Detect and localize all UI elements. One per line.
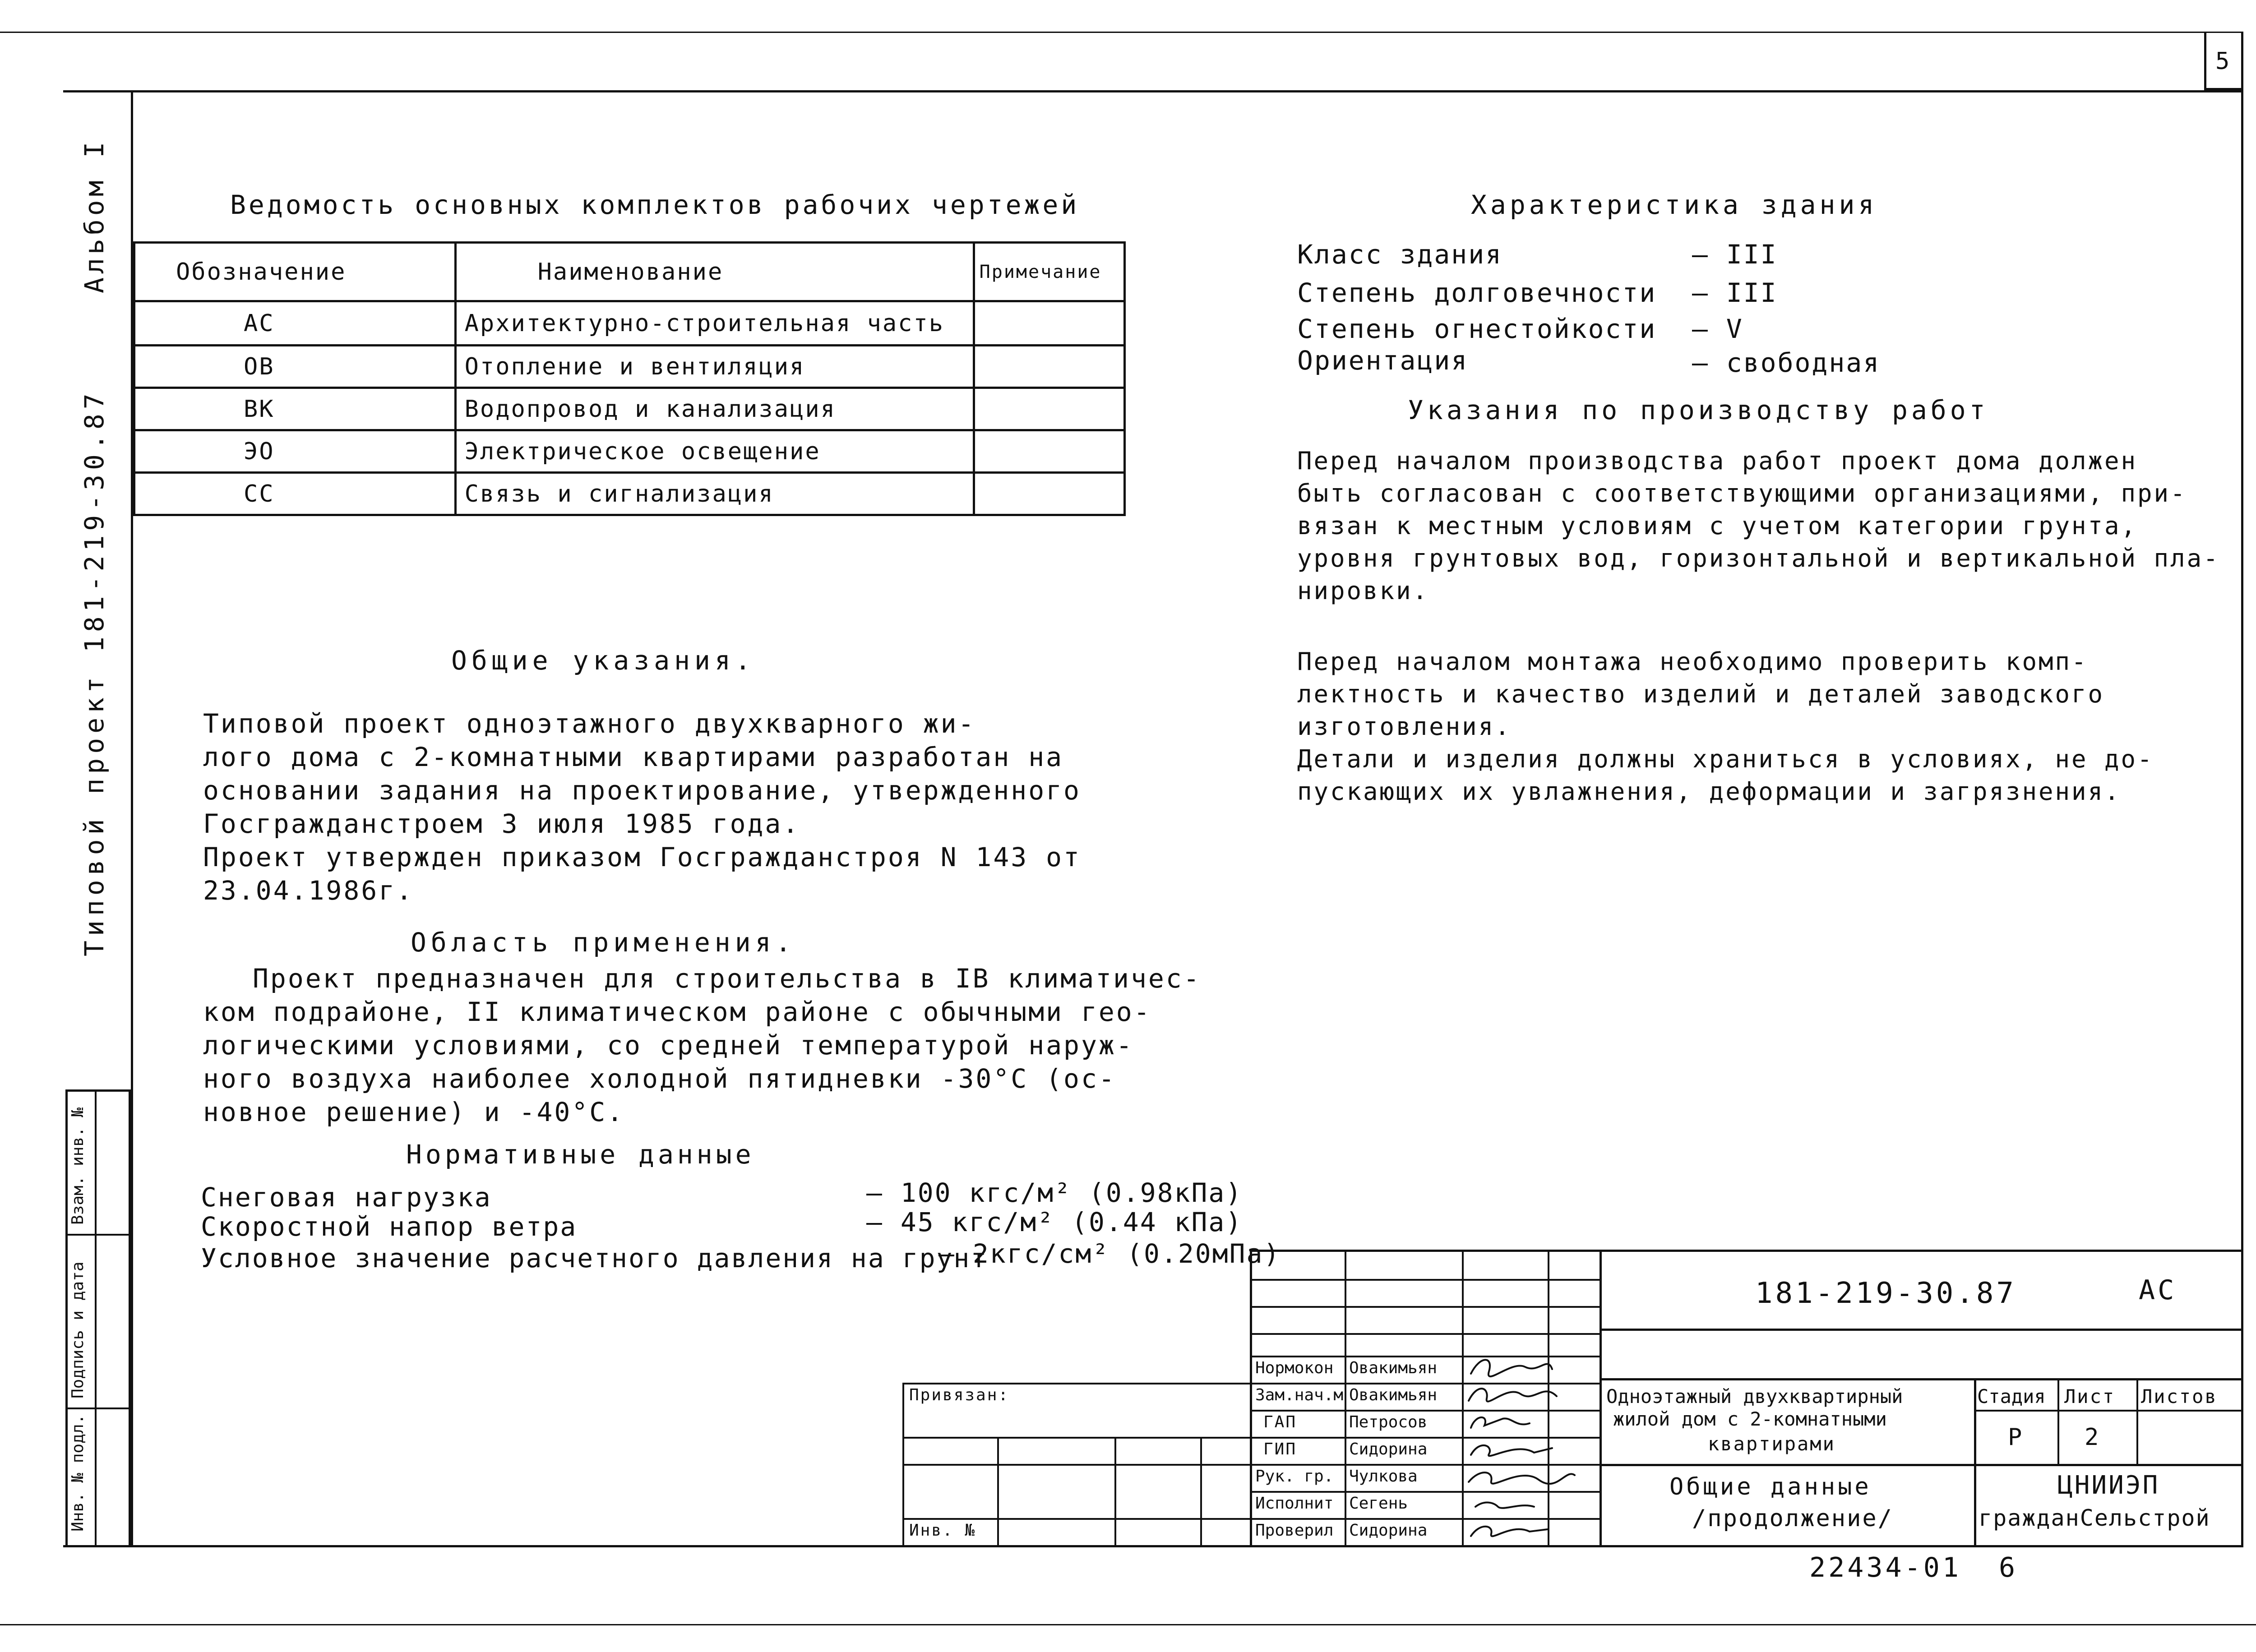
tb-right-h3 <box>1600 1464 2243 1466</box>
table-row <box>134 388 1125 430</box>
general-line: Госгражданстроем 3 июля 1985 года. <box>203 808 800 839</box>
application-line: ком подрайоне, II климатическом районе с обычными гео- <box>203 997 1151 1027</box>
row-note <box>974 388 1124 430</box>
normative-value-wind: — 45 кгс/м² (0.44 кПа) <box>866 1207 1243 1237</box>
char-label-orientation: Ориентация <box>1297 345 1469 376</box>
header-name: Наименование <box>455 243 974 301</box>
tb-privyazan-h1 <box>902 1437 1250 1439</box>
tb-grid-h2 <box>1250 1306 1600 1308</box>
char-value-durability: — III <box>1692 277 1778 308</box>
left-stamp-divider <box>95 1089 97 1547</box>
staff-role: ГАП <box>1263 1413 1297 1431</box>
tb-sheet-value: 2 <box>2085 1424 2100 1451</box>
tb-stage-value: Р <box>2008 1424 2024 1451</box>
instructions-para-1 <box>1297 447 2220 609</box>
general-line: основании задания на проектирование, утвержденного <box>203 775 1081 806</box>
staff-name: Овакимьян <box>1349 1386 1438 1404</box>
staff-name: Овакимьян <box>1349 1359 1438 1377</box>
stamp-inv-podl: Инв. № подл. <box>69 1414 87 1532</box>
row-note <box>974 473 1124 515</box>
tb-section: АС <box>2139 1274 2177 1306</box>
left-stamp-sep-2 <box>65 1234 131 1236</box>
staff-role: Рук. гр. <box>1255 1467 1334 1486</box>
general-line: лого дома с 2-комнатными квартирами разработан на <box>203 742 1064 772</box>
normative-value-soil: — 2кгс/см² (0.20мПа) <box>938 1238 1281 1269</box>
char-label-fire: Степень огнестойкости <box>1297 314 1657 344</box>
instructions-line: быть согласован с соответствующими организациями, при- <box>1297 479 2187 508</box>
general-text <box>203 708 1081 909</box>
tb-privyazan-h2 <box>902 1464 1250 1466</box>
header-designation: Обозначение <box>134 243 456 301</box>
inv-label: Инв. № <box>909 1521 976 1540</box>
album-label: Альбом I <box>79 138 110 293</box>
normative-label-wind: Скоростной напор ветра <box>201 1211 578 1242</box>
staff-name: Сегень <box>1349 1494 1408 1513</box>
char-label-class: Класс здания <box>1297 239 1503 270</box>
tb-sheets-label: Листов <box>2141 1385 2218 1407</box>
signatures <box>1462 1351 1606 1545</box>
sheet-list-table <box>133 241 1126 516</box>
instructions-line: вязан к местным условиям с учетом категории грунта, <box>1297 512 2138 540</box>
row-name: Связь и сигнализация <box>455 473 974 515</box>
tb-sheet-label: Лист <box>2064 1385 2116 1407</box>
instructions-line: нировки. <box>1297 577 1429 605</box>
tb-grid-h3 <box>1250 1333 1600 1335</box>
row-code: СС <box>134 473 456 515</box>
stamp-signature-date: Подпись и дата <box>69 1261 87 1398</box>
project-label: Типовой проект 181-219-30.87 <box>79 389 110 956</box>
row-code: ВК <box>134 388 456 430</box>
char-value-fire: — V <box>1692 314 1743 344</box>
table-row <box>134 346 1125 388</box>
tb-stage-h <box>1974 1410 2243 1412</box>
staff-name: Чулкова <box>1349 1467 1418 1486</box>
staff-role: Исполнит <box>1255 1494 1334 1513</box>
row-note <box>974 346 1124 388</box>
header-note: Примечание <box>974 243 1124 301</box>
instructions-line: изготовления. <box>1297 712 1512 741</box>
instructions-line: Детали и изделия должны храниться в условиях, не до- <box>1297 745 2154 773</box>
application-title: Область применения. <box>411 927 796 958</box>
table-row <box>134 301 1125 346</box>
tb-object-line: Одноэтажный двухквартирный <box>1606 1385 1903 1407</box>
staff-role: Зам.нач.м <box>1255 1386 1344 1404</box>
table-row <box>134 430 1125 473</box>
normative-label-soil: Условное значение расчетного давления на грунт <box>201 1243 988 1274</box>
tb-stage-v1 <box>2057 1378 2059 1464</box>
char-value-orientation: — свободная <box>1692 347 1881 378</box>
tb-privyazan-v2 <box>1114 1437 1116 1547</box>
instructions-line: пускающих их увлажнения, деформации и загрязнения. <box>1297 777 2121 806</box>
char-value-class: — III <box>1692 239 1778 270</box>
normative-title: Нормативные данные <box>406 1139 755 1170</box>
normative-label-snow: Снеговая нагрузка <box>201 1182 492 1213</box>
top-edge-line <box>0 32 2243 33</box>
tb-right-v1 <box>1974 1378 1976 1547</box>
tb-right-h1 <box>1600 1329 2243 1331</box>
application-line: Проект предназначен для строительства в IВ климатичес- <box>253 963 1201 994</box>
tb-privyazan-h3 <box>902 1518 1250 1520</box>
row-code: ЭО <box>134 430 456 473</box>
instructions-line: лектность и качество изделий и деталей заводского <box>1297 680 2105 708</box>
archive-number: 22434-01 <box>1809 1552 1961 1583</box>
instructions-line: уровня грунтовых вод, горизонтальной и вертикальной пла- <box>1297 544 2220 572</box>
stamp-vzam-inv: Взам. инв. № <box>69 1107 87 1225</box>
archive-sheet: 6 <box>1999 1552 2017 1583</box>
tb-org-line: ЦНИИЭП <box>2057 1471 2160 1500</box>
row-name: Водопровод и канализация <box>455 388 974 430</box>
characteristics-title: Характеристика здания <box>1471 189 1878 220</box>
application-line: новное решение) и -40°С. <box>203 1097 625 1127</box>
staff-role: Проверил <box>1255 1521 1334 1540</box>
tb-stage-label: Стадия <box>1977 1385 2046 1407</box>
tb-designation: 181-219-30.87 <box>1755 1277 2016 1310</box>
instructions-line: Перед началом производства работ проект дома должен <box>1297 447 2138 475</box>
tb-privyazan-top <box>902 1383 1250 1384</box>
row-name: Электрическое освещение <box>455 430 974 473</box>
tb-stage-v2 <box>2136 1378 2138 1464</box>
general-title: Общие указания. <box>451 645 755 676</box>
row-note <box>974 301 1124 346</box>
instructions-line: Перед началом монтажа необходимо проверить комп- <box>1297 647 2088 676</box>
application-line: ного воздуха наиболее холодной пятидневки -30°С (ос- <box>203 1063 1116 1094</box>
staff-name: Сидорина <box>1349 1521 1428 1540</box>
general-line: Проект утвержден приказом Госгражданстроя N 143 от <box>203 842 1081 872</box>
char-label-durability: Степень долговечности <box>1297 277 1657 308</box>
tb-grid-h1 <box>1250 1279 1600 1281</box>
table-row <box>134 473 1125 515</box>
normative-value-snow: — 100 кгс/м² (0.98кПа) <box>866 1177 1243 1208</box>
tb-privyazan-v3 <box>1200 1437 1202 1547</box>
instructions-title: Указания по производству работ <box>1408 395 1989 425</box>
tb-right-h2 <box>1600 1378 2243 1380</box>
tb-privyazan-v1 <box>997 1437 999 1547</box>
row-code: АС <box>134 301 456 346</box>
page-number: 5 <box>2215 48 2231 75</box>
general-line: Типовой проект одноэтажного двухкварного жи- <box>203 708 976 739</box>
row-name: Отопление и вентиляция <box>455 346 974 388</box>
application-text <box>203 963 1201 1130</box>
row-name: Архитектурно-строительная часть <box>455 301 974 346</box>
staff-name: Сидорина <box>1349 1440 1428 1458</box>
staff-name: Петросов <box>1349 1413 1428 1431</box>
row-code: ОВ <box>134 346 456 388</box>
tb-grid-v1 <box>1345 1250 1346 1547</box>
bound-label: Привязан: <box>909 1386 1010 1404</box>
staff-role: ГИП <box>1263 1440 1297 1458</box>
tb-object-line: жилой дом с 2-комнатными <box>1613 1408 1887 1430</box>
frame-top-line <box>63 90 2243 92</box>
tb-sheet-name-line: Общие данные <box>1669 1473 1872 1500</box>
instructions-para-2 <box>1297 647 2154 810</box>
application-line: логическими условиями, со средней температурой наруж- <box>203 1030 1134 1061</box>
tb-object-line: квартирами <box>1708 1433 1835 1455</box>
bottom-edge-line <box>0 1624 2256 1625</box>
staff-role: Нормокон <box>1255 1359 1334 1377</box>
sheet-list-title: Ведомость основных комплектов рабочих чертежей <box>230 189 1080 220</box>
tb-sheet-name-line: /продолжение/ <box>1692 1505 1893 1532</box>
tb-org-line: гражданСельстрой <box>1979 1505 2210 1531</box>
row-note <box>974 430 1124 473</box>
general-line: 23.04.1986г. <box>203 875 414 906</box>
left-stamp-sep-1 <box>65 1407 131 1409</box>
